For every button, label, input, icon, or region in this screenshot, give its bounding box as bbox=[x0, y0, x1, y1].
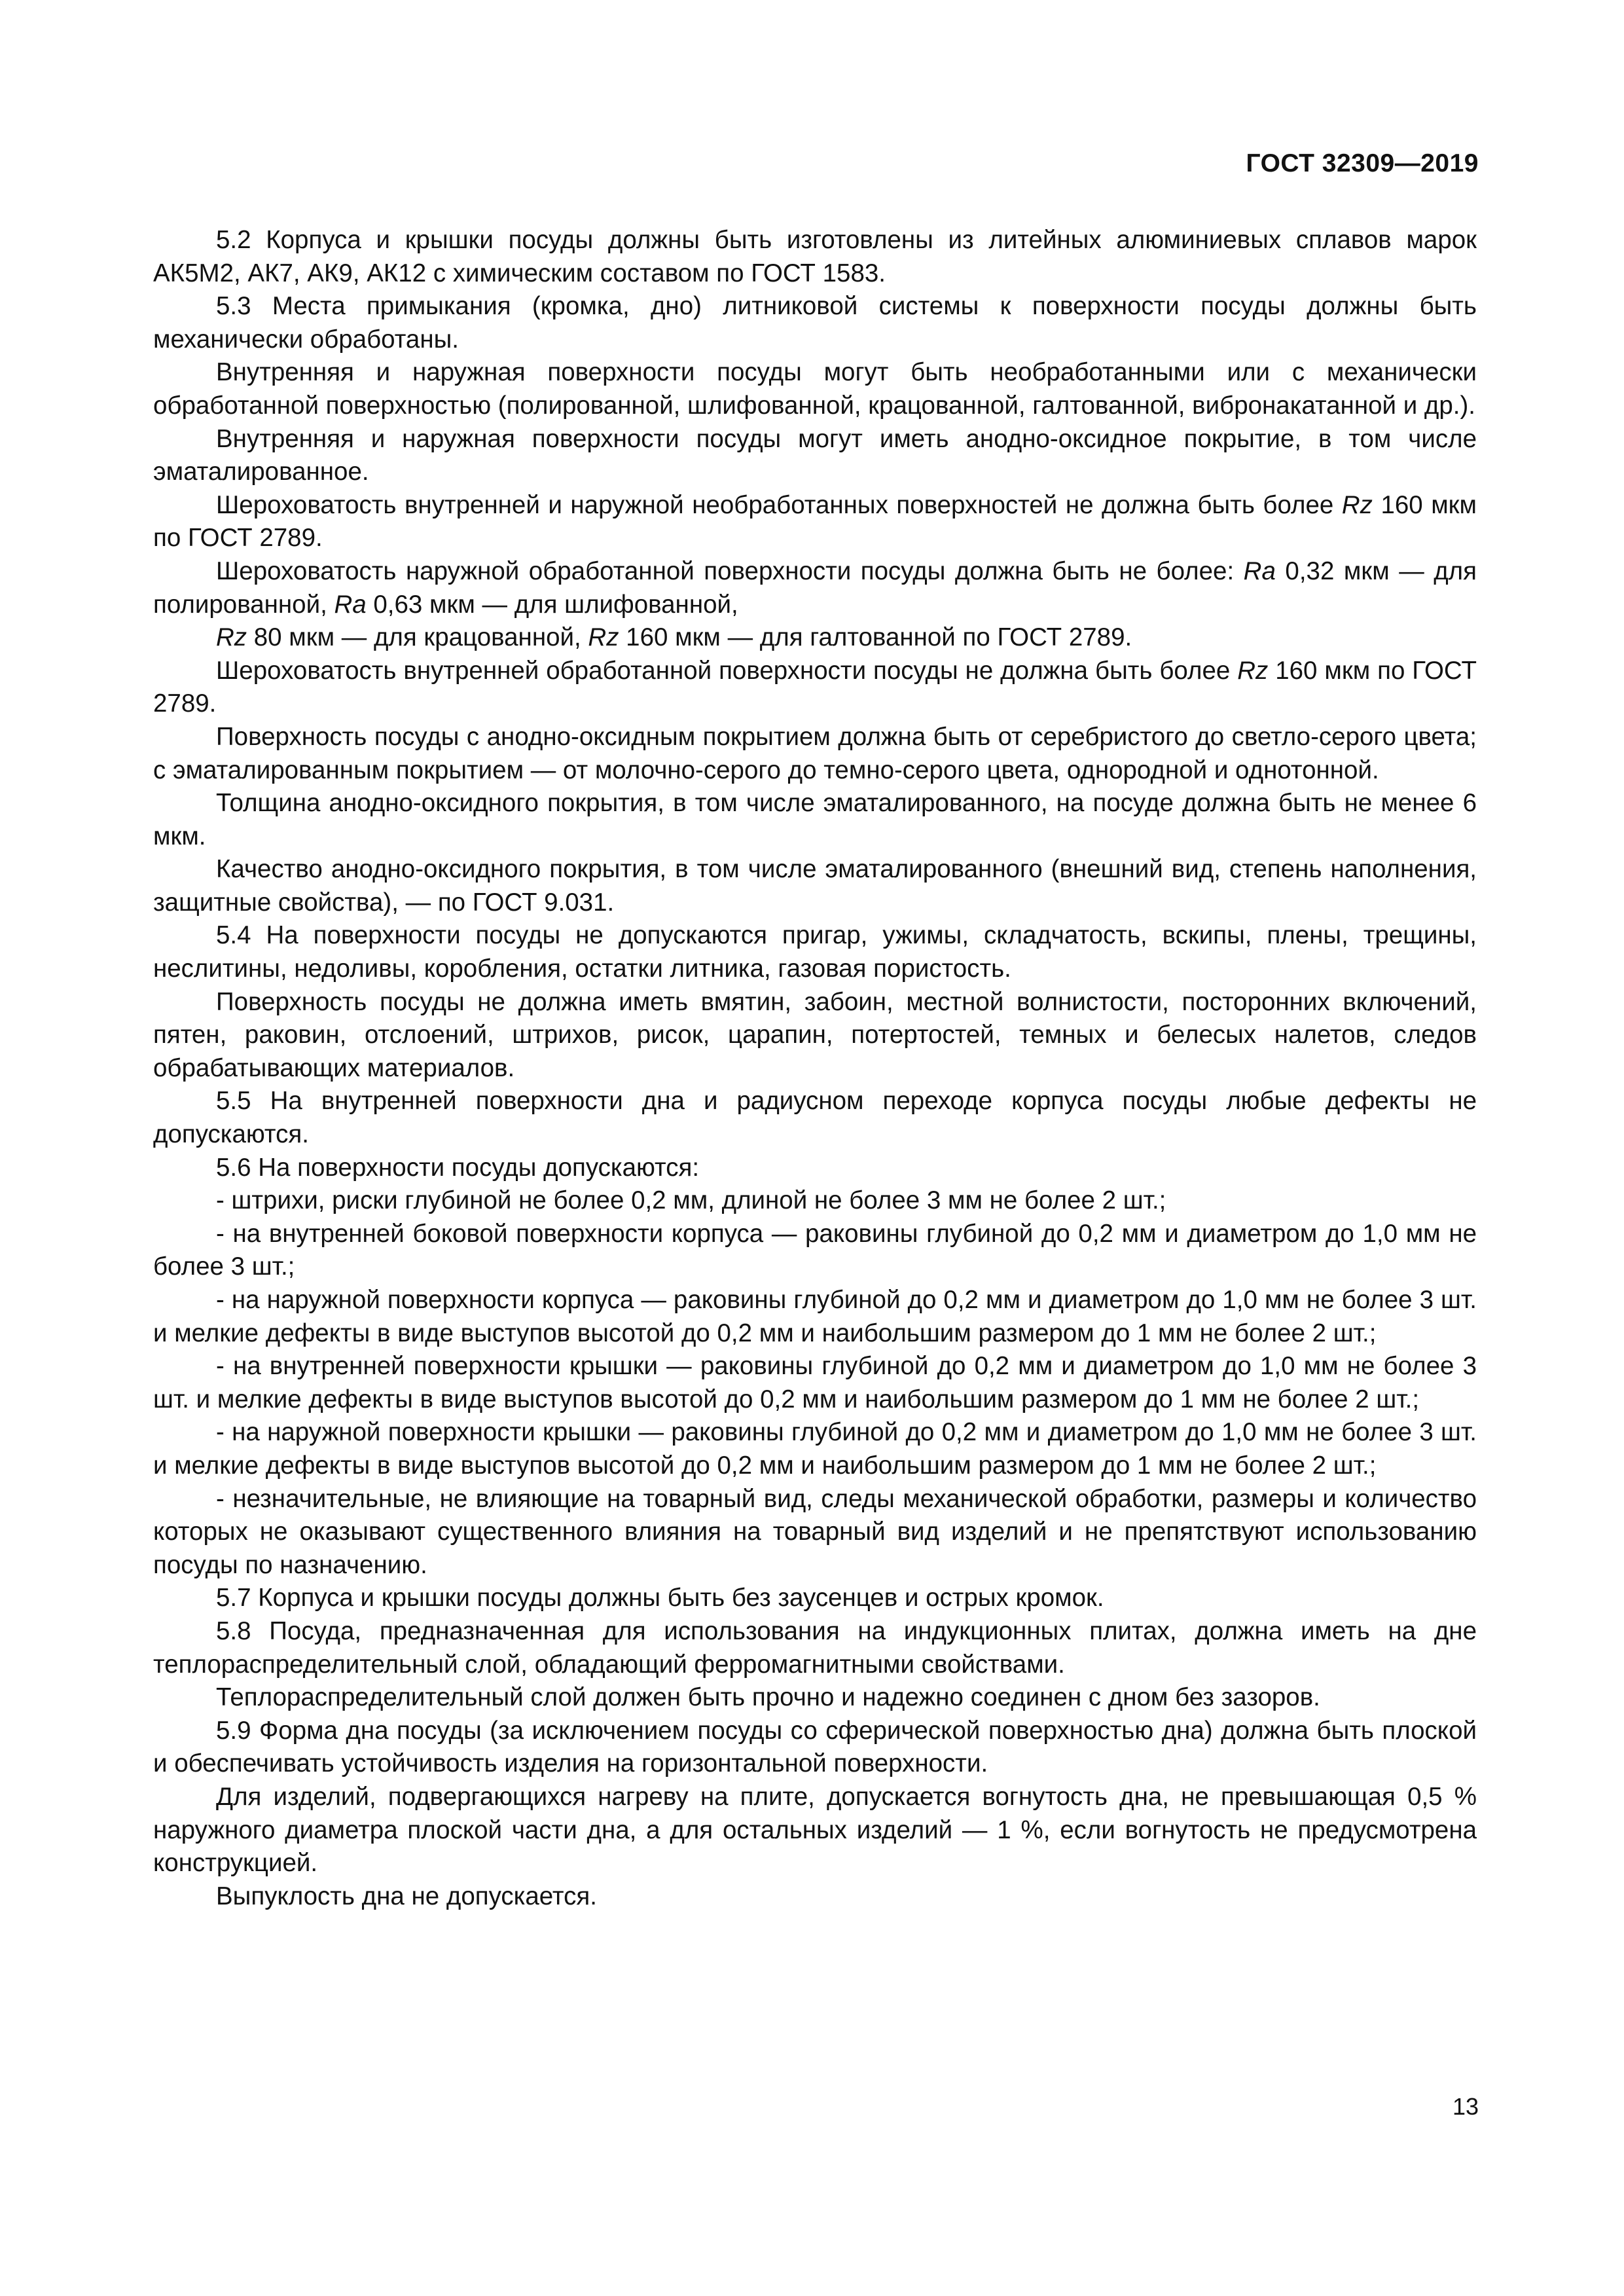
paragraph-5-9: 5.9 Форма дна посуды (за исключением посуды со сферической поверхностью дна) должна быть плоской и обеспечивать устойчивость изделия на горизонтальной поверхности. bbox=[153, 1716, 1477, 1778]
paragraph-5-8: 5.8 Посуда, предназначенная для использования на индукционных плитах, должна иметь на дне теплораспределительный слой, обладающий ферромагнитными свойствами. bbox=[153, 1616, 1477, 1679]
paragraph: Для изделий, подвергающихся нагреву на плите, допускается вогнутость дна, не превышающая 0,5 % наружного диаметра плоской части дна, а для остальных изделий — 1 %, если вогнутость не предусмотрена конструкцией. bbox=[153, 1782, 1477, 1878]
paragraph: Качество анодно-оксидного покрытия, в том числе эматалированного (внешний вид, степень наполнения, защитные свойства), — по ГОСТ 9.031. bbox=[153, 855, 1477, 917]
document-header: ГОСТ 32309—2019 bbox=[1246, 149, 1479, 177]
document-body bbox=[153, 224, 1477, 1913]
paragraph: Поверхность посуды не должна иметь вмятин, забоин, местной волнистости, посторонних включений, пятен, раковин, отслоений, штрихов, рисок, царапин, потертостей, темных и белесых налетов, следов обрабатывающих материалов. bbox=[153, 987, 1477, 1082]
paragraph-5-5: 5.5 На внутренней поверхности дна и радиусном переходе корпуса посуды любые дефекты не допускаются. bbox=[153, 1087, 1477, 1149]
paragraph: Шероховатость внутренней обработанной поверхности посуды не должна быть более Rz 160 мкм по ГОСТ 2789. bbox=[153, 656, 1477, 718]
paragraph-5-7: 5.7 Корпуса и крышки посуды должны быть без заусенцев и острых кромок. bbox=[216, 1584, 1104, 1613]
paragraph: Толщина анодно-оксидного покрытия, в том числе эматалированного, на посуде должна быть не менее 6 мкм. bbox=[153, 789, 1477, 850]
paragraph-5-6: 5.6 На поверхности посуды допускаются: bbox=[216, 1153, 700, 1182]
list-item: - на наружной поверхности корпуса — раковины глубиной до 0,2 мм и диаметром до 1,0 мм не более 3 шт. и мелкие дефекты в виде выступов высотой до 0,2 мм и наибольшим размером до 1 мм не более 2 шт.; bbox=[153, 1286, 1477, 1347]
paragraph-5-2: 5.2 Корпуса и крышки посуды должны быть изготовлены из литейных алюминиевых сплавов марок АК5М2, АК7, АК9, АК12 с химическим составом по ГОСТ 1583. bbox=[153, 226, 1477, 287]
paragraph: Поверхность посуды с анодно-оксидным покрытием должна быть от серебристого до светло-серого цвета; с эматалированным покрытием — от молочно-серого до темно-серого цвета, однородной и однотонной. bbox=[153, 722, 1477, 784]
paragraph: Rz 80 мкм — для крацованной, Rz 160 мкм — для галтованной по ГОСТ 2789. bbox=[216, 623, 1132, 652]
list-item: - на внутренней боковой поверхности корпуса — раковины глубиной до 0,2 мм и диаметром до 1,0 мм не более 3 шт.; bbox=[153, 1219, 1477, 1281]
paragraph: Внутренняя и наружная поверхности посуды могут иметь анодно-оксидное покрытие, в том числе эматалированное. bbox=[153, 424, 1477, 486]
paragraph: Выпуклость дна не допускается. bbox=[216, 1882, 597, 1910]
list-item: - незначительные, не влияющие на товарный вид, следы механической обработки, размеры и количество которых не оказывают существенного влияния на товарный вид изделий и не препятствуют использованию посуды по назначению. bbox=[153, 1484, 1477, 1579]
list-item: - на внутренней поверхности крышки — раковины глубиной до 0,2 мм и диаметром до 1,0 мм не более 3 шт. и мелкие дефекты в виде выступов высотой до 0,2 мм и наибольшим размером до 1 мм не более 2 шт.; bbox=[153, 1352, 1477, 1413]
list-item: - штрихи, риски глубиной не более 0,2 мм, длиной не более 3 мм не более 2 шт.; bbox=[216, 1186, 1166, 1215]
paragraph: Внутренняя и наружная поверхности посуды могут быть необработанными или с механически обработанной поверхностью (полированной, шлифованной, крацованной, галтованной, вибронакатанной и др.). bbox=[153, 358, 1477, 420]
paragraph: Шероховатость внутренней и наружной необработанных поверхностей не должна быть более Rz 160 мкм по ГОСТ 2789. bbox=[153, 490, 1477, 553]
list-item: - на наружной поверхности крышки — раковины глубиной до 0,2 мм и диаметром до 1,0 мм не более 3 шт. и мелкие дефекты в виде выступов высотой до 0,2 мм и наибольшим размером до 1 мм не более 2 шт.; bbox=[153, 1418, 1477, 1480]
paragraph-5-4: 5.4 На поверхности посуды не допускаются пригар, ужимы, складчатость, вскипы, плены, трещины, неслитины, недоливы, коробления, остатки литника, газовая пористость. bbox=[153, 921, 1477, 983]
paragraph: Шероховатость наружной обработанной поверхности посуды должна быть не более: Ra 0,32 мкм — для полированной, Ra 0,63 мкм — для шлифованной, bbox=[153, 556, 1477, 619]
paragraph-5-3: 5.3 Места примыкания (кромка, дно) литниковой системы к поверхности посуды должны быть механически обработаны. bbox=[153, 292, 1477, 354]
paragraph: Теплораспределительный слой должен быть прочно и надежно соединен с дном без зазоров. bbox=[216, 1683, 1320, 1712]
page-number: 13 bbox=[1452, 2093, 1479, 2120]
